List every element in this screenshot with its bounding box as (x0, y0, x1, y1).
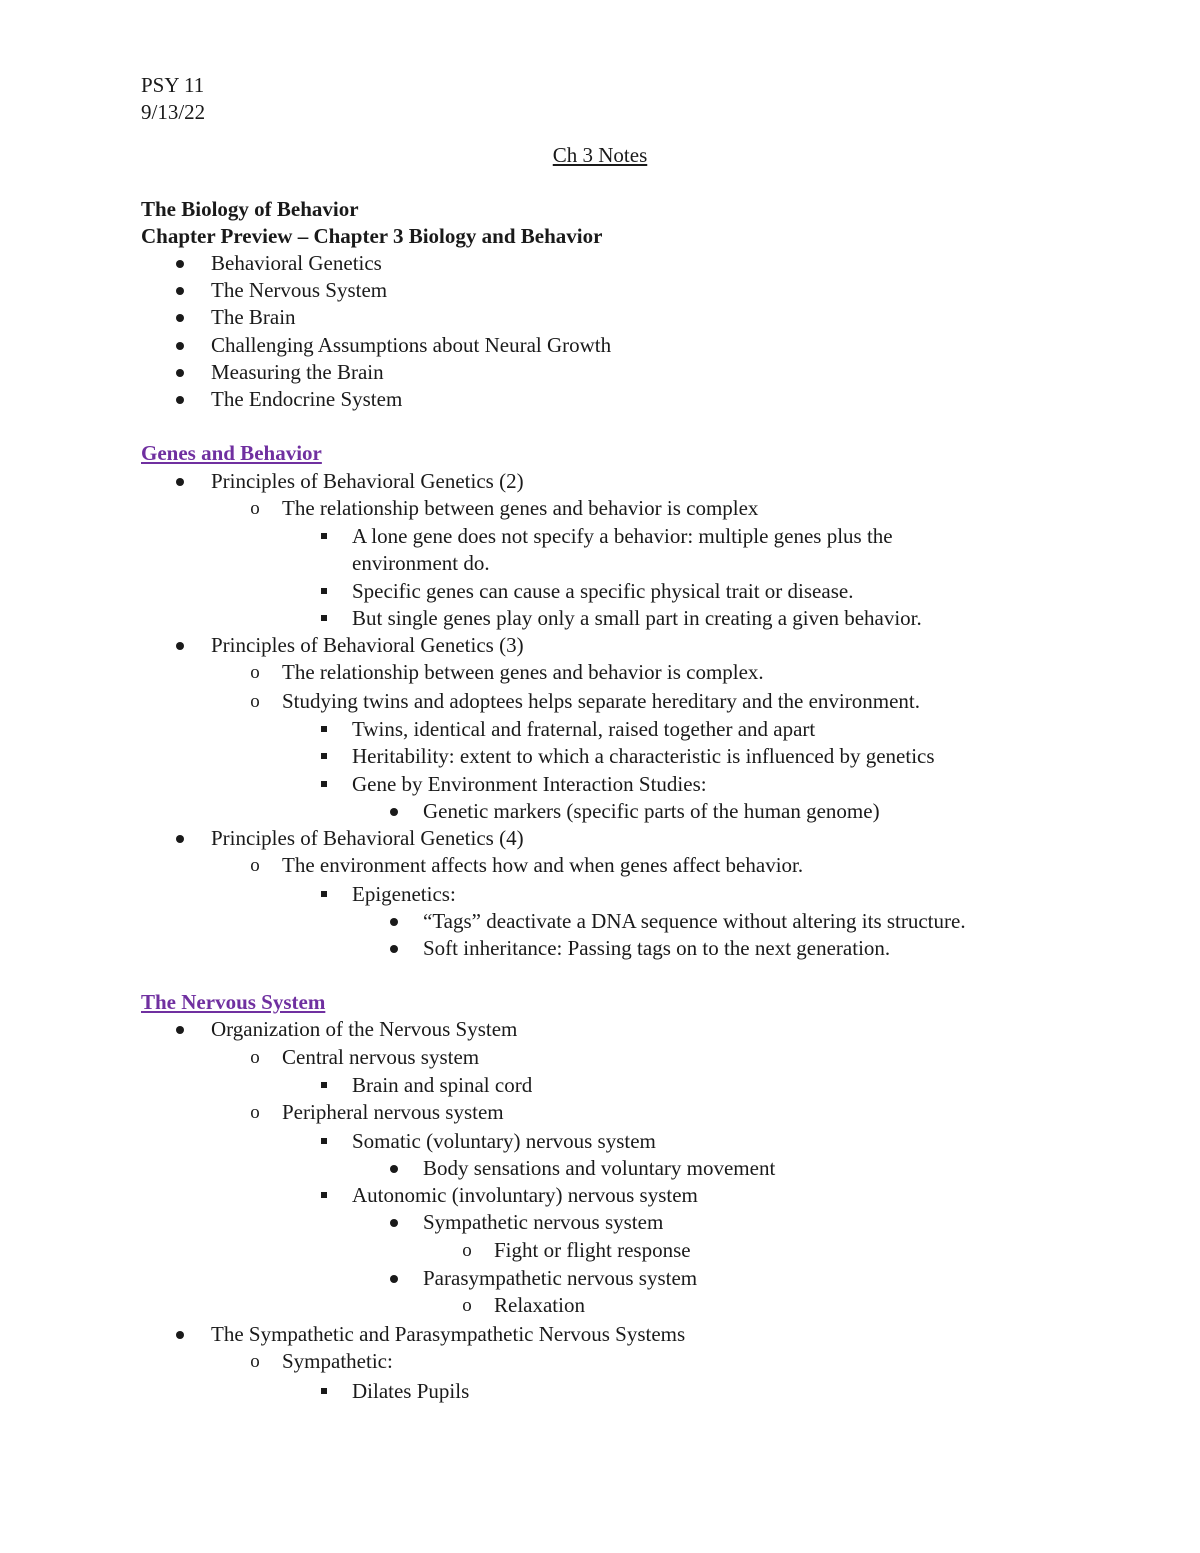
bullet-square-icon (316, 1072, 332, 1099)
bullet-disc-icon (386, 908, 402, 935)
bullet-circle-icon: o (250, 1047, 260, 1068)
bullet-disc-icon (386, 798, 402, 825)
list-item: Fight or flight response (494, 1238, 691, 1262)
preview-item: Measuring the Brain (211, 360, 384, 384)
preview-item: Behavioral Genetics (211, 251, 382, 275)
bullet-disc-icon (172, 825, 188, 852)
bullet-circle-icon: o (250, 691, 260, 712)
list-item: Studying twins and adoptees helps separate hereditary and the environment. (282, 689, 920, 713)
bullet-disc-icon (172, 277, 188, 304)
bullet-disc-icon (172, 304, 188, 331)
list-item: Sympathetic: (282, 1349, 393, 1373)
list-item: The relationship between genes and behavior is complex. (282, 660, 764, 684)
bullet-square-icon (316, 743, 332, 770)
bullet-square-icon (316, 771, 332, 798)
genes-behavior-heading-link[interactable]: Genes and Behavior (141, 441, 322, 465)
bullet-disc-icon (386, 1155, 402, 1182)
list-item: Sympathetic nervous system (423, 1210, 664, 1234)
preview-item: The Nervous System (211, 278, 388, 302)
list-item: Genetic markers (specific parts of the human genome) (423, 799, 880, 823)
list-item: Dilates Pupils (352, 1379, 470, 1403)
list-item-continuation: environment do. (352, 551, 490, 575)
list-item: A lone gene does not specify a behavior: multiple genes plus the (352, 524, 893, 548)
preview-item: Challenging Assumptions about Neural Growth (211, 333, 612, 357)
list-item: Heritability: extent to which a characteristic is influenced by genetics (352, 744, 935, 768)
section-title: The Biology of Behavior (141, 197, 359, 221)
list-item: “Tags” deactivate a DNA sequence without altering its structure. (423, 909, 966, 933)
bullet-circle-icon: o (250, 662, 260, 683)
bullet-disc-icon (172, 1016, 188, 1043)
list-item: The relationship between genes and behavior is complex (282, 496, 759, 520)
list-item: The Sympathetic and Parasympathetic Nervous Systems (211, 1322, 686, 1346)
bullet-square-icon (316, 1128, 332, 1155)
bullet-square-icon (316, 1378, 332, 1405)
document-title (0, 142, 1200, 169)
chapter-preview-heading: Chapter Preview – Chapter 3 Biology and Behavior (141, 224, 603, 248)
list-item: Brain and spinal cord (352, 1073, 533, 1097)
bullet-disc-icon (386, 935, 402, 962)
bullet-square-icon (316, 578, 332, 605)
bullet-disc-icon (172, 250, 188, 277)
bullet-disc-icon (172, 332, 188, 359)
document-date: 9/13/22 (141, 100, 206, 124)
bullet-disc-icon (172, 359, 188, 386)
list-item: Body sensations and voluntary movement (423, 1156, 776, 1180)
bullet-circle-icon: o (462, 1240, 472, 1261)
bullet-square-icon (316, 1182, 332, 1209)
bullet-circle-icon: o (250, 1351, 260, 1372)
list-item: Parasympathetic nervous system (423, 1266, 698, 1290)
bullet-square-icon (316, 881, 332, 908)
list-item: Specific genes can cause a specific physical trait or disease. (352, 579, 854, 603)
list-item: Autonomic (involuntary) nervous system (352, 1183, 698, 1207)
list-item: The environment affects how and when genes affect behavior. (282, 853, 804, 877)
bullet-circle-icon: o (462, 1295, 472, 1316)
list-item: Peripheral nervous system (282, 1100, 504, 1124)
list-item: Somatic (voluntary) nervous system (352, 1129, 656, 1153)
bullet-disc-icon (386, 1209, 402, 1236)
list-item: Gene by Environment Interaction Studies: (352, 772, 707, 796)
bullet-square-icon (316, 523, 332, 550)
preview-item: The Brain (211, 305, 296, 329)
list-item: Principles of Behavioral Genetics (3) (211, 633, 524, 657)
list-item: But single genes play only a small part in creating a given behavior. (352, 606, 922, 630)
list-item: Organization of the Nervous System (211, 1017, 518, 1041)
list-item: Twins, identical and fraternal, raised together and apart (352, 717, 816, 741)
bullet-disc-icon (172, 386, 188, 413)
bullet-disc-icon (172, 632, 188, 659)
list-item: Relaxation (494, 1293, 585, 1317)
list-item: Principles of Behavioral Genetics (4) (211, 826, 524, 850)
bullet-circle-icon: o (250, 498, 260, 519)
list-item: Soft inheritance: Passing tags on to the next generation. (423, 936, 891, 960)
course-code: PSY 11 (141, 73, 205, 97)
nervous-system-heading-link[interactable]: The Nervous System (141, 990, 326, 1014)
bullet-disc-icon (172, 1321, 188, 1348)
document-title-text: Ch 3 Notes (552, 143, 648, 167)
bullet-square-icon (316, 716, 332, 743)
preview-item: The Endocrine System (211, 387, 403, 411)
bullet-circle-icon: o (250, 855, 260, 876)
bullet-disc-icon (172, 468, 188, 495)
bullet-circle-icon: o (250, 1102, 260, 1123)
list-item: Central nervous system (282, 1045, 480, 1069)
list-item: Epigenetics: (352, 882, 456, 906)
bullet-square-icon (316, 605, 332, 632)
bullet-disc-icon (386, 1265, 402, 1292)
list-item: Principles of Behavioral Genetics (2) (211, 469, 524, 493)
